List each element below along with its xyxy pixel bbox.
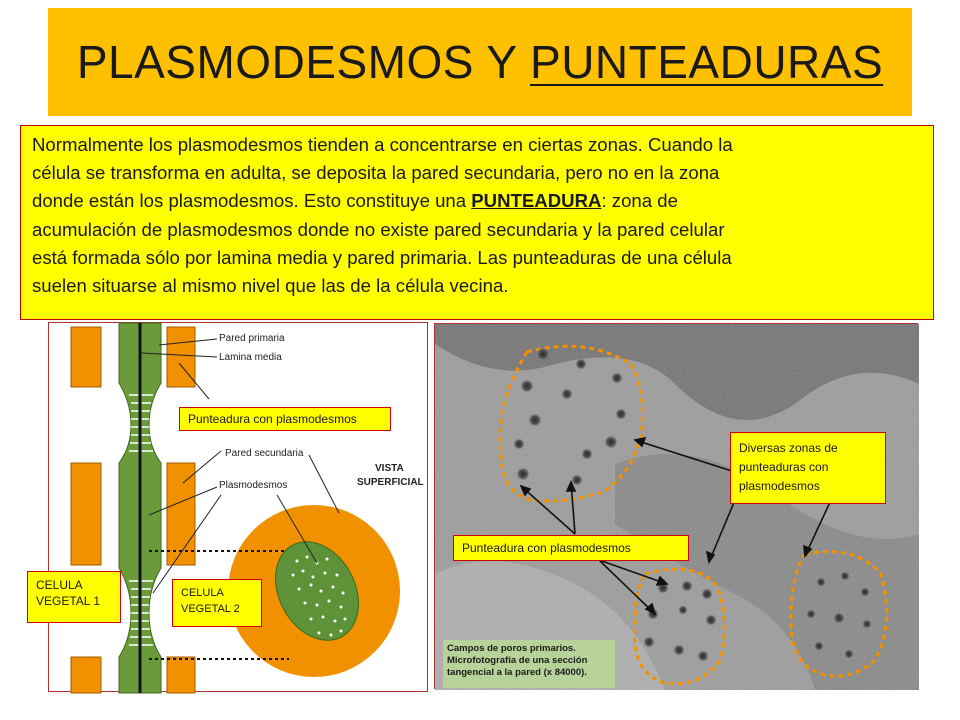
diversas-line2: punteaduras con: [739, 460, 829, 474]
caption-line1: Campos de poros primarios.: [447, 643, 576, 654]
title-banner: [48, 8, 912, 116]
caption-line2: Microfotografía de una sección: [447, 655, 588, 666]
intro-text-box: [20, 125, 934, 320]
celula2-line1: CELULA: [181, 587, 224, 599]
label-punteadura-diagram: Punteadura con plasmodesmos: [179, 407, 391, 431]
intro-line: acumulación de plasmodesmos donde no existe pared secundaria y la pared celular: [32, 218, 725, 240]
intro-line: suelen situarse al mismo nivel que las de la célula vecina.: [32, 275, 509, 297]
celula2-line2: VEGETAL 2: [181, 603, 240, 615]
secondary-wall-block: [71, 327, 101, 387]
label-pared-primaria: Pared primaria: [219, 333, 285, 344]
celula1-line1: CELULA: [36, 578, 83, 592]
intro-line: célula se transforma en adulta, se deposita la pared secundaria, pero no en la zona: [32, 162, 720, 184]
micrograph-panel: [434, 323, 918, 689]
micrograph-caption: [443, 640, 615, 688]
diversas-line1: Diversas zonas de: [739, 441, 838, 455]
label-vista: VISTA: [375, 463, 404, 474]
secondary-wall-block: [167, 463, 195, 565]
cell-wall-diagram: [49, 323, 429, 693]
intro-line-pre: donde están los plasmodesmos. Esto constituye una: [32, 190, 472, 212]
celula1-line2: VEGETAL 1: [36, 594, 101, 608]
caption-line3: tangencial a la pared (x 84000).: [447, 667, 587, 678]
title-part1: PLASMODESMOS Y: [76, 36, 531, 88]
label-diversas-zonas: [730, 432, 886, 504]
label-plasmodesmos: Plasmodesmos: [219, 480, 288, 491]
label-superficial: SUPERFICIAL: [357, 477, 424, 488]
secondary-wall-block: [167, 327, 195, 387]
diversas-line3: plasmodesmos: [739, 479, 820, 493]
label-lamina-media: Lamina media: [219, 352, 282, 363]
keyword-punteadura: PUNTEADURA: [471, 190, 602, 212]
label-celula-vegetal-2: [172, 579, 262, 627]
grain-texture: [435, 324, 919, 690]
label-punteadura-micrograph: Punteadura con plasmodesmos: [453, 535, 689, 561]
intro-line-post: : zona de: [601, 190, 678, 212]
label-celula-vegetal-1: [27, 571, 121, 623]
intro-line: Normalmente los plasmodesmos tienden a concentrarse en ciertas zonas. Cuando la: [32, 134, 733, 155]
micrograph: [435, 324, 919, 690]
title-part2: PUNTEADURAS: [530, 36, 884, 88]
secondary-wall-block: [71, 463, 101, 565]
secondary-wall-block: [167, 657, 195, 693]
intro-line: [32, 187, 923, 215]
intro-line: está formada sólo por lamina media y pared primaria. Las punteaduras de una célula: [32, 246, 732, 268]
page-title: [77, 35, 883, 89]
secondary-wall-block: [71, 657, 101, 693]
label-pared-secundaria: Pared secundaria: [225, 448, 304, 459]
cell-wall-diagram-panel: [36, 322, 428, 692]
